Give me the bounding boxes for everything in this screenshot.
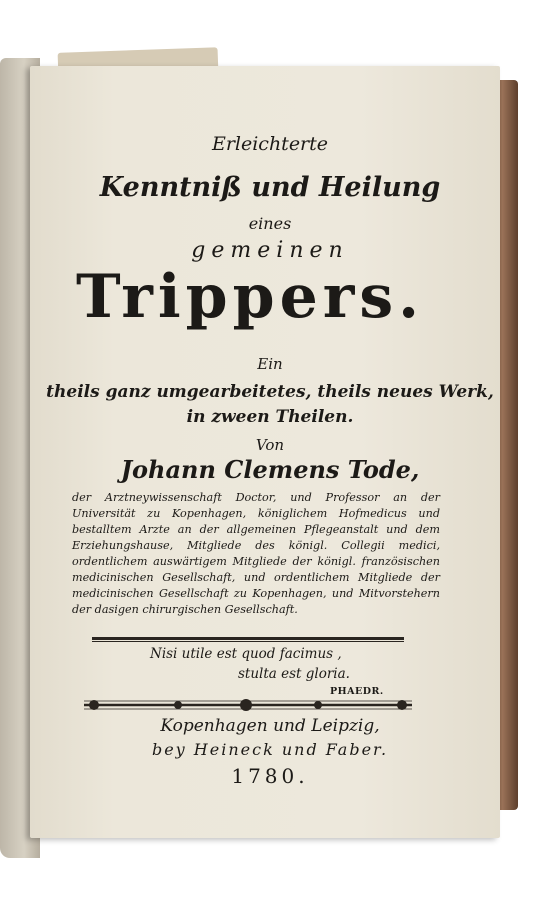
- double-rule: [92, 637, 404, 640]
- subtitle-line-3: in zween Theilen.: [186, 407, 354, 427]
- author-titles: der Arztneywissenschaft Doctor, und Professor an der Universität zu Kopenhagen, königlichem Hofmedicus und bestalltem Arzte an der allgemeinen Pflegeanstalt und dem Erziehungshause, Mitgliede des königl. Collegii medici, ordentlichem auswärtigem Mitgliede der königl. französischen medicinischen Gesellschaft, und ordentlichem Mitgliede der medicinischen Gesellschaft zu Kopenhagen, und Mitvorstehern der dasigen chirurgischen Gesellschaft.: [72, 491, 440, 616]
- imprint-place: Kopenhagen und Leipzig,: [160, 716, 380, 736]
- title-line-3: eines: [248, 214, 292, 233]
- imprint-publisher: bey Heineck und Faber.: [151, 740, 389, 759]
- motto-source: PHAEDR.: [330, 686, 384, 697]
- double-rule-thin: [92, 641, 404, 642]
- ornament-rule: [78, 696, 418, 714]
- motto-line-2: stulta est gloria.: [238, 666, 350, 682]
- motto-line-1: Nisi utile est quod facimus ,: [150, 646, 342, 662]
- by-line: Von: [255, 436, 285, 454]
- subtitle-line-1: Ein: [257, 355, 283, 373]
- author-name: Johann Clemens Tode,: [120, 455, 420, 484]
- main-title: Trippers.: [75, 262, 425, 332]
- subtitle-line-2: theils ganz umgearbeitetes, theils neues Werk,: [46, 382, 494, 402]
- imprint-year: 1780.: [231, 764, 309, 788]
- title-line-2: Kenntniß und Heilung: [99, 172, 441, 203]
- title-line-4: gemeinen: [191, 238, 349, 263]
- title-line-1: Erleichterte: [211, 133, 329, 155]
